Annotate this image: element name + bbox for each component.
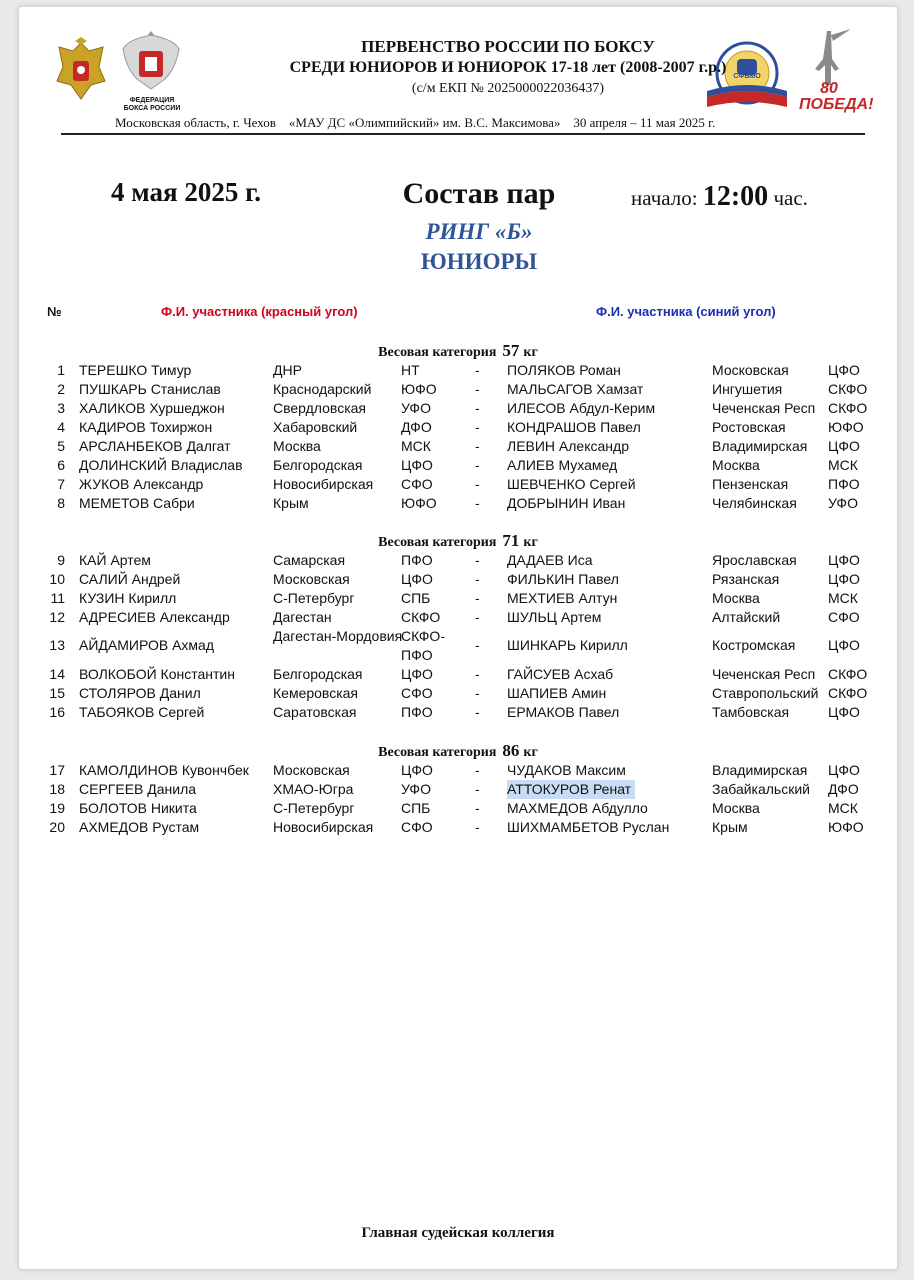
start-time [631,181,808,213]
blue-corner-region: Чеченская Респ [712,400,816,416]
versus-dash: - [475,400,480,416]
blue-corner-name: ШИНКАРЬ Кирилл [507,637,628,653]
blue-corner-region: Ингушетия [712,381,783,397]
blue-corner-region: Москва [712,457,760,473]
pair-number: 18 [49,781,65,797]
blue-corner-region: Чеченская Респ [712,666,816,682]
red-corner-name: АРСЛАНБЕКОВ Далгат [79,438,231,454]
red-corner-region: Новосибирская [273,819,374,835]
weight-category-value: 86 [502,741,520,760]
blue-corner-district: ЦФО [828,704,860,720]
red-corner-name: АДРЕСИЕВ Александр [79,609,230,625]
red-corner-region: Кемеровская [273,685,359,701]
blue-corner-region: Крым [712,819,748,835]
red-corner-name: КАДИРОВ Тохиржон [79,419,213,435]
weight-category-unit: кг [523,535,538,550]
pair-number: 7 [57,476,65,492]
blue-corner-district: СКФО [828,400,868,416]
blue-corner-district: МСК [828,590,858,606]
venue-line: Московская область, г. Чехов «МАУ ДС «Олимпийский» им. В.С. Максимова» 30 апреля – 11 мая 2025 г. [115,115,716,130]
red-corner-region: ХМАО-Югра [273,781,354,797]
blue-corner-name: ФИЛЬКИН Павел [507,571,619,587]
pair-number: 14 [49,666,65,682]
blue-corner-name: МЕХТИЕВ Алтун [507,590,618,606]
versus-dash: - [475,666,480,682]
red-corner-region: Московская [273,571,350,587]
red-corner-name: СТОЛЯРОВ Данил [79,685,201,701]
blue-corner-region: Челябинская [712,495,797,511]
versus-dash: - [475,685,480,701]
pair-number: 15 [49,685,65,701]
blue-corner-name: ДОБРЫНИН Иван [507,495,626,511]
start-unit: час. [773,186,808,210]
versus-dash: - [475,609,480,625]
blue-corner-name: ШИХМАМБЕТОВ Руслан [507,819,670,835]
weight-category-value: 71 [502,531,520,550]
blue-corner-name: ПОЛЯКОВ Роман [507,362,621,378]
red-corner-district: СПБ [401,800,431,816]
table-row [19,627,897,665]
blue-corner-name: ШАПИЕВ Амин [507,685,607,701]
red-corner-region: Московская [273,762,350,778]
blue-corner-name: МАЛЬСАГОВ Хамзат [507,381,644,397]
blue-corner-region: Рязанская [712,571,780,587]
red-corner-district: ЦФО [401,666,433,682]
weight-category-header [19,741,897,761]
versus-dash: - [475,819,480,835]
red-corner-region: Белгородская [273,666,363,682]
blue-corner-district: СКФО [828,666,868,682]
blue-corner-district: СФО [828,609,860,625]
red-corner-district: ПФО [401,552,433,568]
blue-corner-name: КОНДРАШОВ Павел [507,419,641,435]
weight-category-header [19,341,897,361]
versus-dash: - [475,590,480,606]
red-corner-name: ТЕРЕШКО Тимур [79,362,192,378]
blue-corner-region: Ростовская [712,419,786,435]
red-corner-name: ПУШКАРЬ Станислав [79,381,221,397]
header-divider [61,133,865,135]
column-header-red-corner: Ф.И. участника (красный угол) [161,304,358,319]
blue-corner-region: Ставропольский [712,685,819,701]
victory-logo-caption: 80 ПОБЕДА! [799,80,874,113]
red-corner-region: Самарская [273,552,346,568]
event-title-line-1: ПЕРВЕНСТВО РОССИИ ПО БОКСУ [361,37,655,56]
pair-number: 10 [49,571,65,587]
pair-number: 3 [57,400,65,416]
weight-category-value: 57 [502,341,520,360]
document-page [18,6,898,1270]
blue-corner-district: ЮФО [828,819,864,835]
blue-corner-name: ИЛЕСОВ Абдул-Керим [507,400,656,416]
red-corner-district: НТ [401,362,420,378]
blue-corner-district: МСК [828,800,858,816]
versus-dash: - [475,762,480,778]
blue-corner-region: Владимирская [712,762,808,778]
weight-category-header [19,531,897,551]
start-time-value: 12:00 [702,181,769,212]
red-corner-district: УФО [401,400,431,416]
pair-number: 16 [49,704,65,720]
blue-corner-district: ДФО [828,781,859,797]
blue-corner-name: ШУЛЬЦ Артем [507,609,602,625]
blue-corner-region: Московская [712,362,789,378]
red-corner-region: Крым [273,495,309,511]
versus-dash: - [475,419,480,435]
pair-number: 19 [49,800,65,816]
versus-dash: - [475,362,480,378]
red-corner-name: ЖУКОВ Александр [79,476,204,492]
blue-corner-name: ЕРМАКОВ Павел [507,704,620,720]
age-group-label: ЮНИОРЫ [420,249,538,274]
red-corner-name: ТАБОЯКОВ Сергей [79,704,205,720]
blue-corner-region: Владимирская [712,438,808,454]
blue-corner-name: ГАЙСУЕВ Асхаб [507,666,614,682]
blue-corner-name: ДАДАЕВ Иса [507,552,593,568]
red-corner-name: АХМЕДОВ Рустам [79,819,200,835]
pair-number: 5 [57,438,65,454]
start-label: начало: [631,186,698,210]
red-corner-district: СФО [401,819,433,835]
red-corner-name: КУЗИН Кирилл [79,590,177,606]
blue-corner-district: ЦФО [828,637,860,653]
blue-corner-district: ПФО [828,476,860,492]
federation-logo-caption: ФЕДЕРАЦИЯ БОКСА РОССИИ [123,97,181,112]
versus-dash: - [475,381,480,397]
blue-corner-name: ЛЕВИН Александр [507,438,629,454]
pair-number: 2 [57,381,65,397]
pair-number: 1 [57,362,65,378]
red-corner-region: Москва [273,438,321,454]
red-corner-district: СКФО-ПФО [401,628,445,663]
ring-label: РИНГ «Б» [425,219,533,244]
blue-corner-district: ЮФО [828,419,864,435]
pair-number: 9 [57,552,65,568]
blue-corner-region: Тамбовская [712,704,790,720]
page-title: Состав пар [402,177,556,210]
red-corner-district: СФО [401,476,433,492]
red-corner-name: СЕРГЕЕВ Данила [79,781,197,797]
red-corner-name: ХАЛИКОВ Хуршеджон [79,400,225,416]
red-corner-name: КАМОЛДИНОВ Кувончбек [79,762,249,778]
red-corner-district: ЮФО [401,495,437,511]
blue-corner-name: АТТОКУРОВ Ренат [507,780,635,799]
coat-of-arms-logo [53,37,109,107]
pair-number: 17 [49,762,65,778]
versus-dash: - [475,438,480,454]
red-corner-region: ДНР [273,362,302,378]
red-corner-district: ЮФО [401,381,437,397]
weight-category-label: Весовая категория [378,745,497,760]
ekp-number: (с/м ЕКП № 2025000022036437) [411,81,605,96]
red-corner-region: Дагестан-Мордовия [273,628,403,644]
weight-category-unit: кг [523,345,538,360]
blue-corner-district: СКФО [828,381,868,397]
blue-corner-district: ЦФО [828,762,860,778]
red-corner-district: УФО [401,781,431,797]
versus-dash: - [475,495,480,511]
red-corner-name: КАЙ Артем [79,552,151,568]
red-corner-district: ДФО [401,419,432,435]
blue-corner-region: Ярославская [712,552,797,568]
blue-corner-name: МАХМЕДОВ Абдулло [507,800,648,816]
blue-corner-region: Москва [712,800,760,816]
pair-number: 12 [49,609,65,625]
pair-number: 13 [49,637,65,653]
pair-number: 11 [50,590,65,606]
red-corner-district: ЦФО [401,762,433,778]
blue-corner-district: ЦФО [828,362,860,378]
red-corner-district: ЦФО [401,571,433,587]
blue-corner-region: Алтайский [712,609,781,625]
blue-corner-name: АЛИЕВ Мухамед [507,457,618,473]
blue-corner-name: ЧУДАКОВ Максим [507,762,626,778]
red-corner-name: САЛИЙ Андрей [79,571,181,587]
red-corner-region: С-Петербург [273,590,355,606]
red-corner-region: Хабаровский [273,419,358,435]
red-corner-region: Белгородская [273,457,363,473]
red-corner-name: ДОЛИНСКИЙ Владислав [79,457,243,473]
weight-category-label: Весовая категория [378,345,497,360]
blue-corner-region: Пензенская [712,476,789,492]
versus-dash: - [475,781,480,797]
versus-dash: - [475,552,480,568]
red-corner-district: СФО [401,685,433,701]
red-corner-district: СПБ [401,590,431,606]
pair-number: 20 [49,819,65,835]
red-corner-district: ЦФО [401,457,433,473]
red-corner-name: ВОЛКОБОЙ Константин [79,666,235,682]
red-corner-region: Саратовская [273,704,357,720]
pair-number: 6 [57,457,65,473]
pair-number: 4 [57,419,65,435]
versus-dash: - [475,704,480,720]
blue-corner-district: ЦФО [828,571,860,587]
versus-dash: - [475,476,480,492]
blue-corner-district: УФО [828,495,858,511]
red-corner-region: Новосибирская [273,476,374,492]
column-header-number: № [47,304,62,319]
red-corner-district: ПФО [401,704,433,720]
weight-category-label: Весовая категория [378,535,497,550]
versus-dash: - [475,457,480,473]
weight-category-unit: кг [523,745,538,760]
schedule-date: 4 мая 2025 г. [111,177,262,207]
blue-corner-region: Москва [712,590,760,606]
sfbmo-logo-caption: СФБМО [733,73,761,80]
red-corner-district: МСК [401,438,431,454]
blue-corner-district: ЦФО [828,552,860,568]
red-corner-region: Дагестан [273,609,332,625]
red-corner-region: Краснодарский [273,381,372,397]
red-corner-region: С-Петербург [273,800,355,816]
blue-corner-district: ЦФО [828,438,860,454]
versus-dash: - [475,571,480,587]
column-header-blue-corner: Ф.И. участника (синий угол) [596,304,776,319]
red-corner-name: АЙДАМИРОВ Ахмад [79,637,215,653]
blue-corner-region: Костромская [712,637,796,653]
versus-dash: - [475,637,480,653]
blue-corner-district: МСК [828,457,858,473]
red-corner-name: БОЛОТОВ Никита [79,800,197,816]
red-corner-region: Свердловская [273,400,367,416]
versus-dash: - [475,800,480,816]
footer-chief-judges: Главная судейская коллегия [361,1225,555,1241]
red-corner-district: СКФО [401,609,441,625]
blue-corner-region: Забайкальский [712,781,810,797]
blue-corner-district: СКФО [828,685,868,701]
blue-corner-name: ШЕВЧЕНКО Сергей [507,476,636,492]
event-title-line-2: СРЕДИ ЮНИОРОВ И ЮНИОРОК 17-18 лет (2008-2007 г.р.) [289,59,727,76]
red-corner-name: МЕМЕТОВ Сабри [79,495,195,511]
pair-number: 8 [57,495,65,511]
